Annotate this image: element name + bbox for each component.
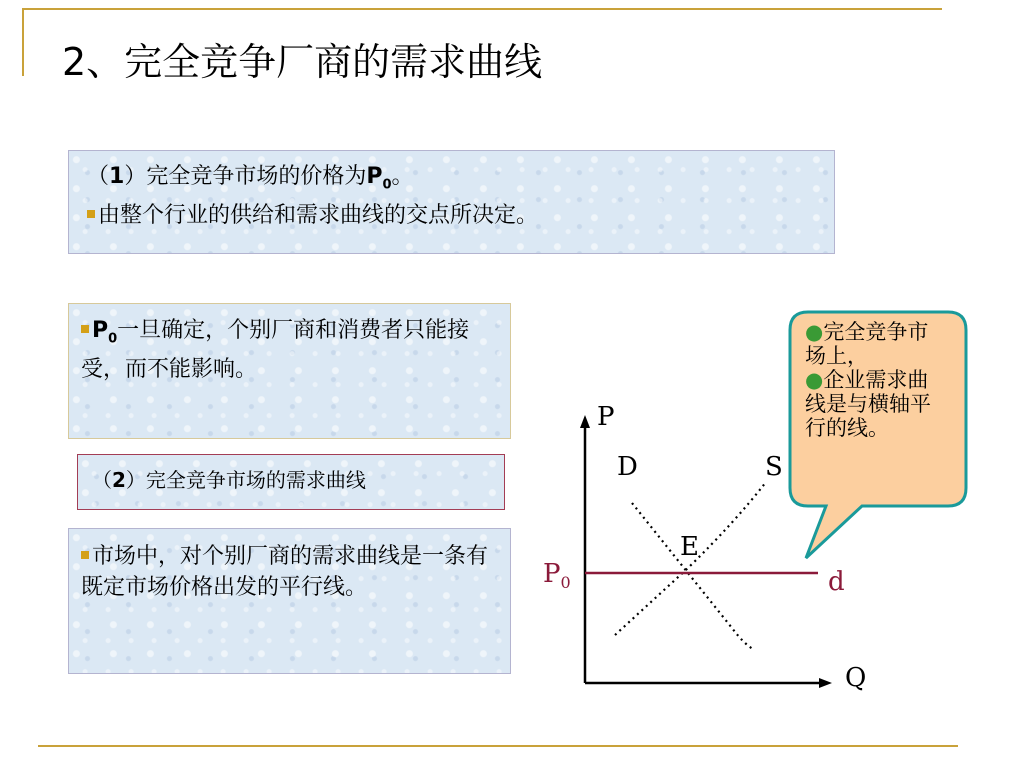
callout-line-2: ●企业需求曲线是与横轴平行的线。 <box>805 368 931 440</box>
x-axis-label: Q <box>845 663 867 693</box>
y-axis-label: P <box>597 402 615 432</box>
demand-curve <box>632 503 753 649</box>
callout-text <box>805 320 945 440</box>
callout-line-1: ●完全竞争市场上， <box>805 320 929 368</box>
bullet-dot-icon: ● <box>805 368 824 392</box>
x-axis-arrow-icon <box>819 678 832 688</box>
bullet-dot-icon: ● <box>805 320 824 344</box>
slide-title: 2、完全竞争厂商的需求曲线 <box>62 40 543 84</box>
horizontal-demand-box: 市场中，对个别厂商的需求曲线是一条有既定市场价格出发的平行线。 <box>68 528 511 674</box>
supply-label: S <box>765 452 783 482</box>
demand-label: D <box>617 452 638 482</box>
price-source-line: 由整个行业的供给和需求曲线的交点所决定。 <box>87 200 822 231</box>
y-axis-arrow-icon <box>580 415 590 428</box>
price-label: $P_0$ <box>543 559 571 593</box>
demand-curve-heading-box: （2）完全竞争市场的需求曲线 <box>77 454 505 510</box>
equilibrium-label: E <box>680 532 699 562</box>
firm-demand-label: d <box>828 567 845 597</box>
price-taker-box: $P_0$一旦确定，个别厂商和消费者只能接受，而不能影响。 <box>68 303 511 439</box>
price-point-line: （1）完全竞争市场的价格为$P_0$。 <box>87 164 414 193</box>
